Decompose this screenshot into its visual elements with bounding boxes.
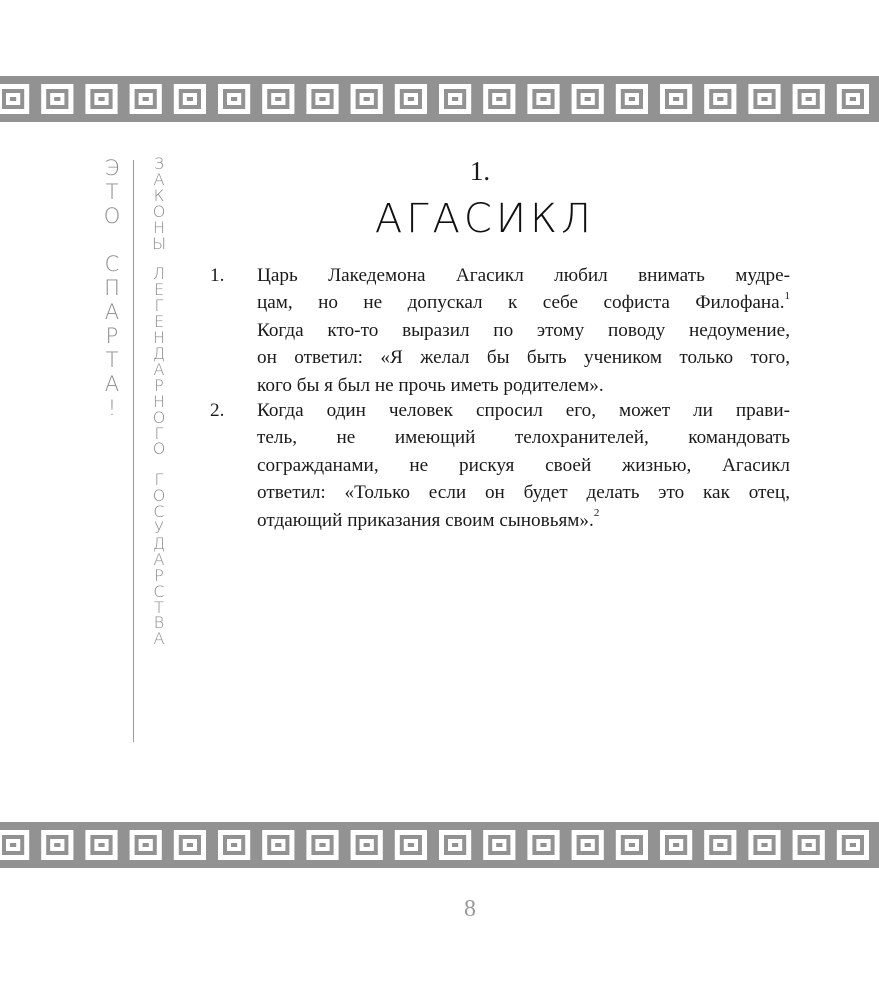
spine-word: Л Е Г Е Н Д А Р Н О Г О (152, 264, 166, 459)
footnote-marker[interactable]: 2 (593, 507, 600, 520)
chapter-number: 1. (469, 156, 491, 186)
paragraph-line: ответил: «Только если он будет делать это как отец, (257, 482, 790, 504)
paragraph-line: Когда один человек спросил его, может ли прави- (257, 400, 790, 421)
paragraph-line: цам, но не допускал к себе софиста Филофана.$^1$ (257, 290, 790, 314)
paragraph-number: 1. (210, 265, 225, 286)
paragraph-1 (210, 262, 790, 399)
paragraph-number: 2. (210, 400, 225, 421)
spine-word: Э Т О (103, 156, 121, 228)
chapter-title: АГАСИКЛ (374, 196, 596, 242)
spine-title-left (95, 156, 129, 420)
paragraph-line: кого бы я был не прочь иметь родителем». (257, 374, 604, 396)
paragraph-line: Царь Лакедемона Агасикл любил внимать мудре- (257, 265, 790, 286)
page-number: 8 (464, 896, 476, 922)
spine-word: Г О С У Д А Р С Т В А (152, 470, 166, 649)
paragraph-line: согражданами, не рискуя своей жизнью, Агасикл (257, 454, 790, 476)
spine-title-right (148, 156, 170, 647)
paragraph-line: он ответил: «Я желал бы быть учеником только того, (257, 347, 790, 369)
paragraph-line: тель, не имеющий телохранителей, командовать (257, 427, 790, 449)
footnote-marker[interactable]: 1 (784, 290, 790, 303)
greek-key-border-top (0, 76, 879, 122)
spine-word: С П А Р Т А ! (104, 252, 120, 420)
paragraph-line: отдающий приказания своим сыновьям».$^2$ (257, 507, 600, 531)
greek-key-border-bottom (0, 822, 879, 868)
spine-divider (133, 160, 134, 742)
spine-word: З А К О Н Ы (151, 154, 167, 253)
paragraph-line: Когда кто-то выразил по этому поводу недоумение, (257, 319, 790, 341)
paragraph-2 (210, 397, 790, 534)
